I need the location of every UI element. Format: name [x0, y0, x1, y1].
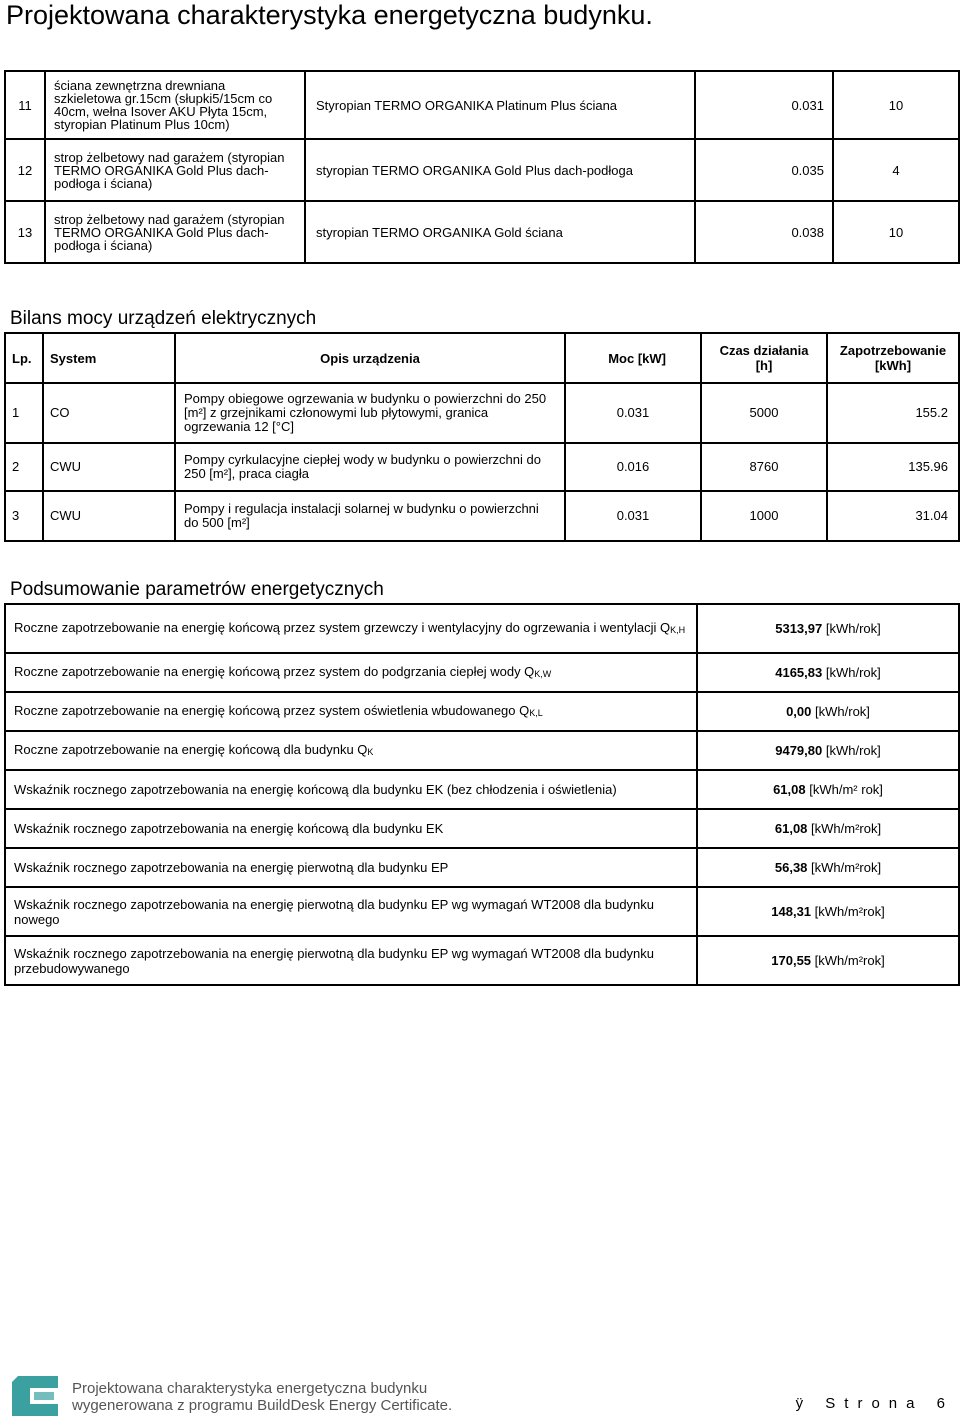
devices-table — [4, 332, 960, 542]
lambda-value: 0.038 — [695, 201, 833, 263]
table-row — [5, 692, 959, 731]
header-moc: Moc [kW] — [565, 333, 701, 383]
materials-table — [4, 70, 960, 264]
layer-description: strop żelbetowy nad garażem (styropian TERMO ORGANIKA Gold Plus dach-podłoga i ściana) — [45, 201, 305, 263]
table-row — [5, 936, 959, 985]
device-description: Pompy obiegowe ogrzewania w budynku o powierzchni do 250 [m²] z grzejnikami członowymi lub płytowymi, granica ogrzewania 12 [°C] — [175, 383, 565, 443]
summary-table — [4, 603, 960, 986]
row-number: 11 — [5, 71, 45, 139]
summary-value: 56,38 [kWh/m²rok] — [697, 848, 959, 887]
row-number: 12 — [5, 139, 45, 201]
table-row — [5, 201, 959, 263]
layer-description: strop żelbetowy nad garażem (styropian TERMO ORGANIKA Gold Plus dach-podłoga i ściana) — [45, 139, 305, 201]
summary-label: Roczne zapotrzebowanie na energię końcową przez system grzewczy i wentylacyjny do ogrzewania i wentylacji $Q_{K,H}$ — [5, 604, 697, 653]
table-header-row — [5, 333, 959, 383]
device-hours: 1000 — [701, 491, 827, 541]
header-system: System — [43, 333, 175, 383]
summary-label: Roczne zapotrzebowanie na energię końcową przez system do podgrzania ciepłej wody $Q_{K,W}$ — [5, 653, 697, 692]
table-row — [5, 491, 959, 541]
summary-value: 4165,83 [kWh/rok] — [697, 653, 959, 692]
page-title: Projektowana charakterystyka energetyczna budynku. — [6, 0, 653, 30]
summary-label: Roczne zapotrzebowanie na energię końcową dla budynku $Q_K$ — [5, 731, 697, 770]
material-name: Styropian TERMO ORGANIKA Platinum Plus ściana — [305, 71, 695, 139]
builddesk-logo-icon — [10, 1374, 60, 1418]
device-power: 0.031 — [565, 491, 701, 541]
device-demand: 135.96 — [827, 443, 959, 491]
summary-value: 61,08 [kWh/m² rok] — [697, 770, 959, 809]
summary-section-title: Podsumowanie parametrów energetycznych — [10, 579, 384, 600]
header-czas: Czas działania [h] — [701, 333, 827, 383]
header-opis: Opis urządzenia — [175, 333, 565, 383]
material-name: styropian TERMO ORGANIKA Gold Plus dach-podłoga — [305, 139, 695, 201]
table-row — [5, 887, 959, 936]
summary-label: Wskaźnik rocznego zapotrzebowania na energię końcową dla budynku EK — [5, 809, 697, 848]
device-lp: 1 — [5, 383, 43, 443]
device-description: Pompy cyrkulacyjne ciepłej wody w budynku o powierzchni do 250 [m²], praca ciagła — [175, 443, 565, 491]
table-row — [5, 770, 959, 809]
summary-value: 0,00 [kWh/rok] — [697, 692, 959, 731]
table-row — [5, 731, 959, 770]
header-zapotrzebowanie: Zapotrzebowanie [kWh] — [827, 333, 959, 383]
summary-label: Wskaźnik rocznego zapotrzebowania na energię końcową dla budynku EK (bez chłodzenia i oświetlenia) — [5, 770, 697, 809]
table-row — [5, 443, 959, 491]
device-demand: 31.04 — [827, 491, 959, 541]
summary-label: Roczne zapotrzebowanie na energię końcową przez system oświetlenia wbudowanego $Q_{K,L}$ — [5, 692, 697, 731]
device-system: CWU — [43, 491, 175, 541]
header-lp: Lp. — [5, 333, 43, 383]
summary-label: Wskaźnik rocznego zapotrzebowania na energię pierwotną dla budynku EP — [5, 848, 697, 887]
page-number: ÿ Strona 6 — [795, 1395, 954, 1412]
summary-label: Wskaźnik rocznego zapotrzebowania na energię pierwotną dla budynku EP wg wymagań WT2008 dla budynku nowego — [5, 887, 697, 936]
lambda-value: 0.035 — [695, 139, 833, 201]
table-row — [5, 604, 959, 653]
material-name: styropian TERMO ORGANIKA Gold ściana — [305, 201, 695, 263]
table-row — [5, 71, 959, 139]
device-lp: 3 — [5, 491, 43, 541]
device-hours: 5000 — [701, 383, 827, 443]
footer-line-2: wygenerowana z programu BuildDesk Energy Certificate. — [72, 1397, 453, 1414]
layer-description: ściana zewnętrzna drewniana szkieletowa gr.15cm (słupki5/15cm co 40cm, wełna Isover AKU Płyta 15cm, styropian Platinum Plus 10cm) — [45, 71, 305, 139]
footer-text — [72, 1380, 452, 1414]
device-demand: 155.2 — [827, 383, 959, 443]
device-system: CWU — [43, 443, 175, 491]
row-number: 13 — [5, 201, 45, 263]
table-row — [5, 653, 959, 692]
summary-value: 148,31 [kWh/m²rok] — [697, 887, 959, 936]
summary-value: 61,08 [kWh/m²rok] — [697, 809, 959, 848]
table-row — [5, 139, 959, 201]
devices-section-title: Bilans mocy urządzeń elektrycznych — [10, 308, 317, 329]
thickness-value: 10 — [833, 71, 959, 139]
table-row — [5, 809, 959, 848]
device-lp: 2 — [5, 443, 43, 491]
device-description: Pompy i regulacja instalacji solarnej w budynku o powierzchni do 500 [m²] — [175, 491, 565, 541]
device-power: 0.031 — [565, 383, 701, 443]
summary-value: 5313,97 [kWh/rok] — [697, 604, 959, 653]
summary-label: Wskaźnik rocznego zapotrzebowania na energię pierwotną dla budynku EP wg wymagań WT2008 dla budynku przebudowywanego — [5, 936, 697, 985]
lambda-value: 0.031 — [695, 71, 833, 139]
summary-value: 9479,80 [kWh/rok] — [697, 731, 959, 770]
table-row — [5, 383, 959, 443]
summary-value: 170,55 [kWh/m²rok] — [697, 936, 959, 985]
device-power: 0.016 — [565, 443, 701, 491]
table-row — [5, 848, 959, 887]
thickness-value: 4 — [833, 139, 959, 201]
device-hours: 8760 — [701, 443, 827, 491]
footer-line-1: Projektowana charakterystyka energetyczna budynku — [72, 1380, 428, 1397]
device-system: CO — [43, 383, 175, 443]
thickness-value: 10 — [833, 201, 959, 263]
